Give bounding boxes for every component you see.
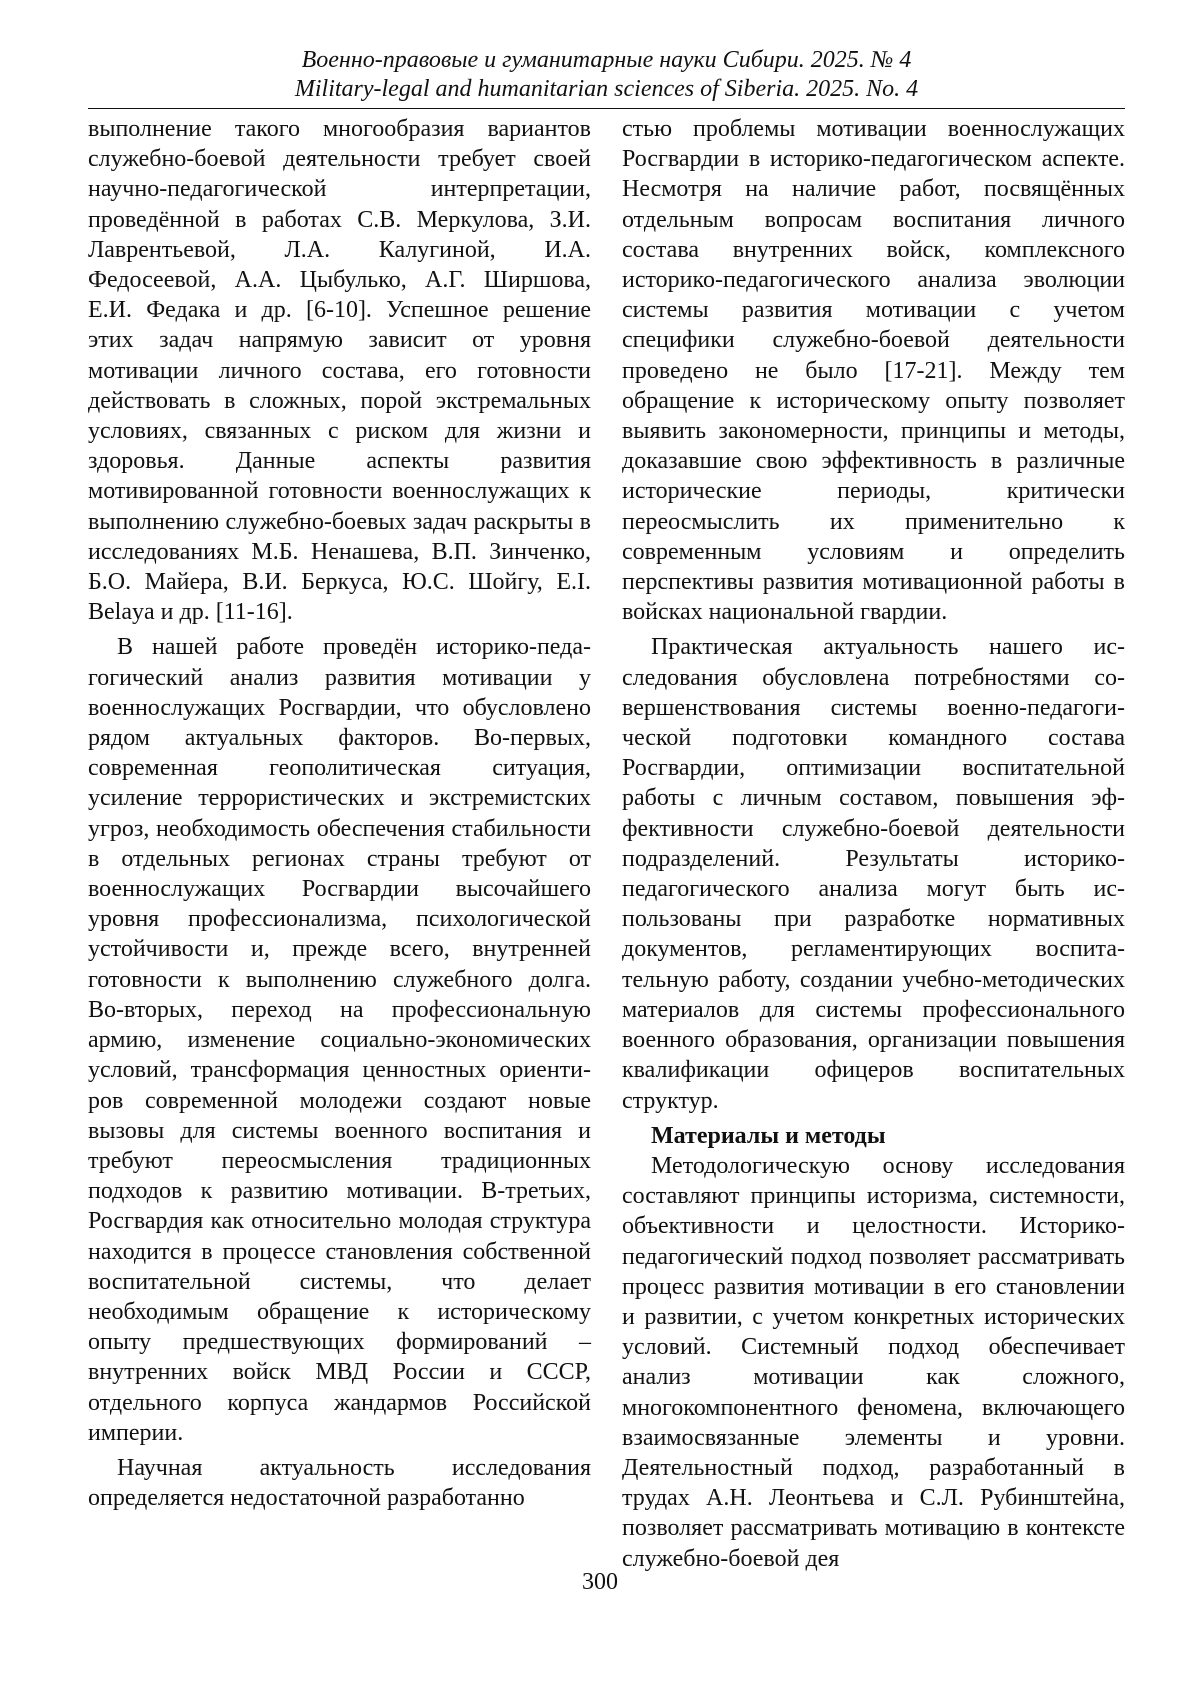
header-rule [88, 108, 1125, 109]
right-column [622, 114, 1125, 1574]
paragraph-practical-relevance: Практическая актуальность нашего исследования обусловлена потребностями совершенствования системы военно-педагогической подготовки командного состава Росгвардии, оптимизации воспитательной работы с личным составом, повышения эффективности служебно-боевой деятельности подразделений. Результаты историко-педагогического анализа могут быть использованы при разработке нормативных документов, регламентирующих воспитательную работу, создании учебно-методических материалов для системы профессионального военного образования, организации повышения квалификации офицеров воспитательных структур. [622, 634, 1125, 1114]
section-heading-methods: Материалы и методы [651, 1122, 886, 1149]
paragraph-continued: выполнение такого многообразия вариантов служебно-боевой деятельности требует своей научно-педагогической интерпретации, проведённой в работах С.В. Меркулова, З.И. Лаврентьевой, Л.А. Калугиной, И.А. Федосеевой, А.А. Цыбулько, А.Г. Ширшова, Е.И. Федака и др. [6-10]. Успешное решение этих задач напрямую зависит от уровня мотивации личного состава, его готовности действовать в сложных, порой экстремальных условиях, связанных с риском для жизни и здоровья. Данные аспекты развития мотивированной готовности военнослужащих к выполнению служебно-боевых задач раскрыты в исследованиях М.Б. Ненашева, В.П. Зинченко, Б.О. Майера, В.И. Беркуса, Ю.С. Шойгу, E.I. Belaya и др. [11-16]. [88, 116, 591, 626]
paragraph-continued-right: стью проблемы мотивации военнослужащих Росгвардии в историко-педагогическом аспекте. Несмотря на наличие работ, посвящённых отдельным вопросам воспитания личного состава внутренних войск, комплексного историко-педагогического анализа эволюции системы развития мотивации с учетом специфики служебно-боевой деятельности проведено не было [17-21]. Между тем обращение к историческому опыту позволяет выявить закономерности, принципы и методы, доказавшие свою эффективность в различные исторические периоды, критически переосмыслить их применительно к современным условиям и определить перспективы развития мотивационной работы в войсках национальной гвардии. [622, 116, 1125, 626]
journal-title-ru: Военно-правовые и гуманитарные науки Сибири. 2025. № 4 [301, 47, 912, 73]
left-column [88, 114, 591, 1513]
paragraph-scientific-relevance: Научная актуальность исследования определяется недостаточной разработанно [88, 1454, 591, 1512]
page-number: 300 [582, 1569, 618, 1595]
journal-title-en: Military-legal and humanitarian sciences of Siberia. 2025. No. 4 [294, 76, 919, 102]
paragraph-analysis: В нашей работе проведён историко-педагогический анализ развития мотивации у военнослужащих Росгвардии, что обусловлено рядом актуальных факторов. Во-первых, современная геополитическая ситуация, усиление террористических и экстремистских угроз, необходимость обеспечения стабильности в отдельных регионах страны требуют от военнослужащих Росгвардии высочайшего уровня профессионализма, психологической устойчивости и, прежде всего, внутренней готовности к выполнению служебного долга. Во-вторых, переход на профессиональную армию, изменение социально-экономических условий, трансформация ценностных ориентиров современной молодежи создают новые вызовы для системы военного воспитания и требуют переосмысления традиционных подходов к развитию мотивации. В-третьих, Росгвардия как относительно молодая структура находится в процессе становления собственной воспитательной системы, что делает необходимым обращение к историческому опыту предшествующих формирований – внутренних войск МВД России и СССР, отдельного корпуса жандармов Российской империи. [88, 634, 591, 1446]
running-header [88, 46, 1125, 104]
paragraph-methodology: Методологическую основу исследования составляют принципы историзма, системности, объективности и целостности. Историко-педагогический подход позволяет рассматривать процесс развития мотивации в его становлении и развитии, с учетом конкретных исторических условий. Системный подход обеспечивает анализ мотивации как сложного, многокомпонентного феномена, включающего взаимосвязанные элементы и уровни. Деятельностный подход, разработанный в трудах А.Н. Леонтьева и С.Л. Рубинштейна, позволяет рассматривать мотивацию в контексте служебно-боевой дея [622, 1152, 1125, 1572]
